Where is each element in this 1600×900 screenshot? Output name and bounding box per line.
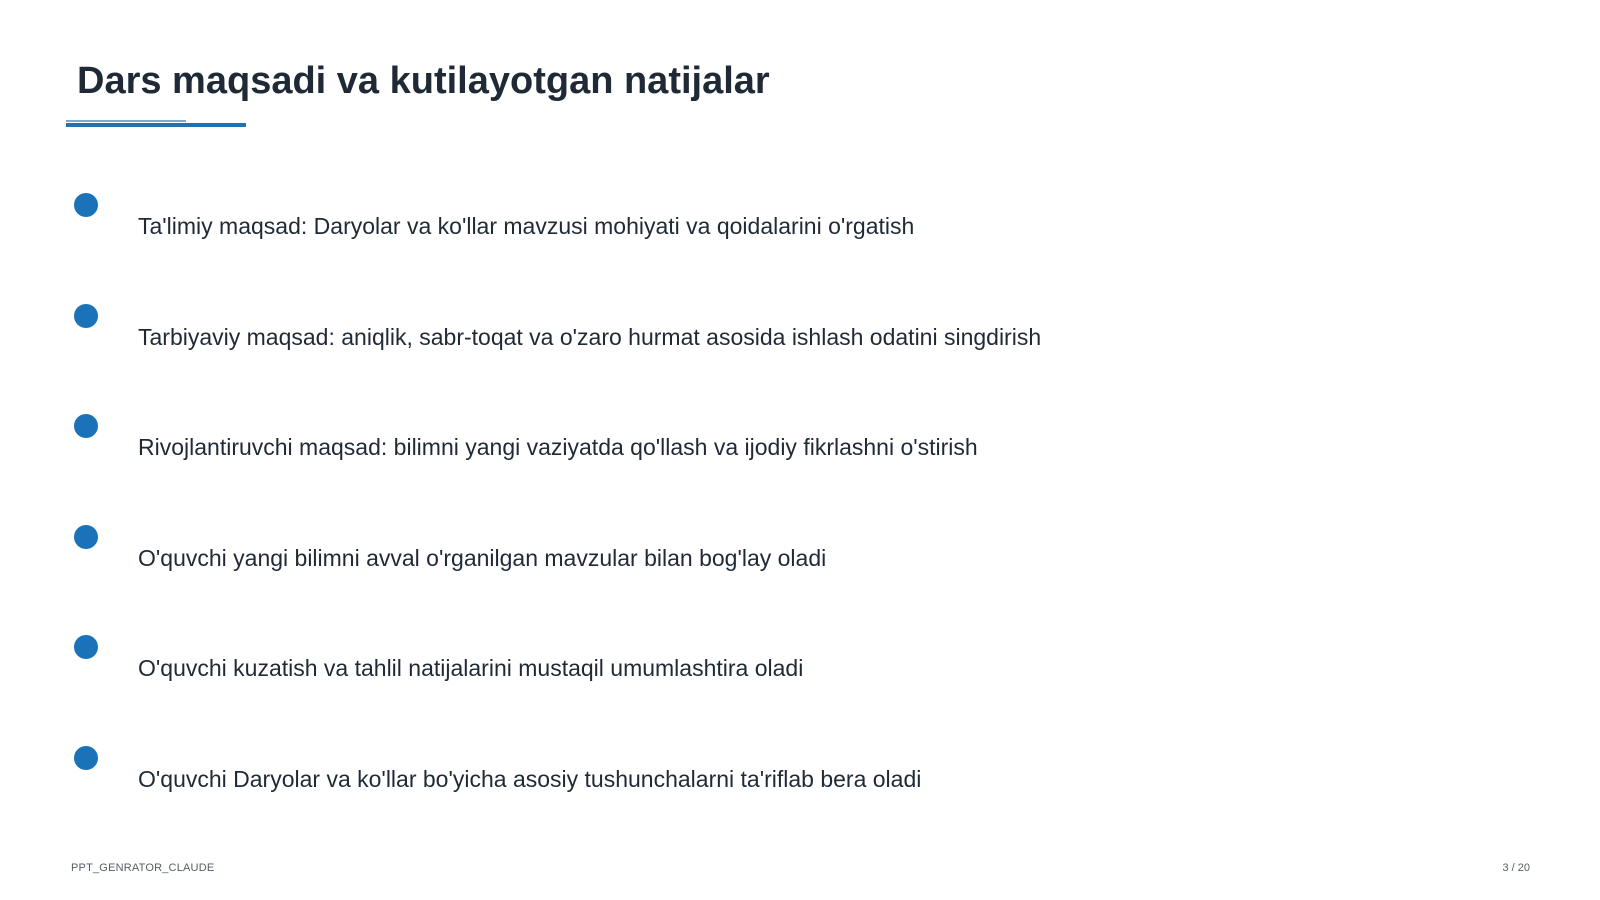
footer-source-label: PPT_GENRATOR_CLAUDE [71,862,215,874]
bullet-dot-icon [74,304,98,328]
bullet-text: Ta'limiy maqsad: Daryolar va ko'llar mavzusi mohiyati va qoidalarini o'rgatish [138,213,915,239]
list-item [74,193,1374,273]
list-item [74,746,1374,826]
title-underline [66,123,246,127]
bullet-text: O'quvchi kuzatish va tahlil natijalarini mustaqil umumlashtira oladi [138,655,804,681]
list-item [74,414,1374,494]
slide-title: Dars maqsadi va kutilayotgan natijalar [77,60,770,102]
bullet-text: Tarbiyaviy maqsad: aniqlik, sabr-toqat va o'zaro hurmat asosida ishlash odatini singdirish [138,324,1042,350]
bullet-text: O'quvchi yangi bilimni avval o'rganilgan mavzular bilan bog'lay oladi [138,545,827,571]
page-number: 3 / 20 [1502,862,1530,874]
list-item [74,525,1374,605]
bullet-dot-icon [74,414,98,438]
title-underline-accent [66,120,186,122]
bullet-dot-icon [74,746,98,770]
bullet-text: Rivojlantiruvchi maqsad: bilimni yangi vaziyatda qo'llash va ijodiy fikrlashni o'stirish [138,434,978,460]
list-item [74,635,1374,715]
bullet-dot-icon [74,525,98,549]
bullet-text: O'quvchi Daryolar va ko'llar bo'yicha asosiy tushunchalarni ta'riflab bera oladi [138,766,922,792]
bullet-dot-icon [74,635,98,659]
list-item [74,304,1374,384]
bullet-dot-icon [74,193,98,217]
